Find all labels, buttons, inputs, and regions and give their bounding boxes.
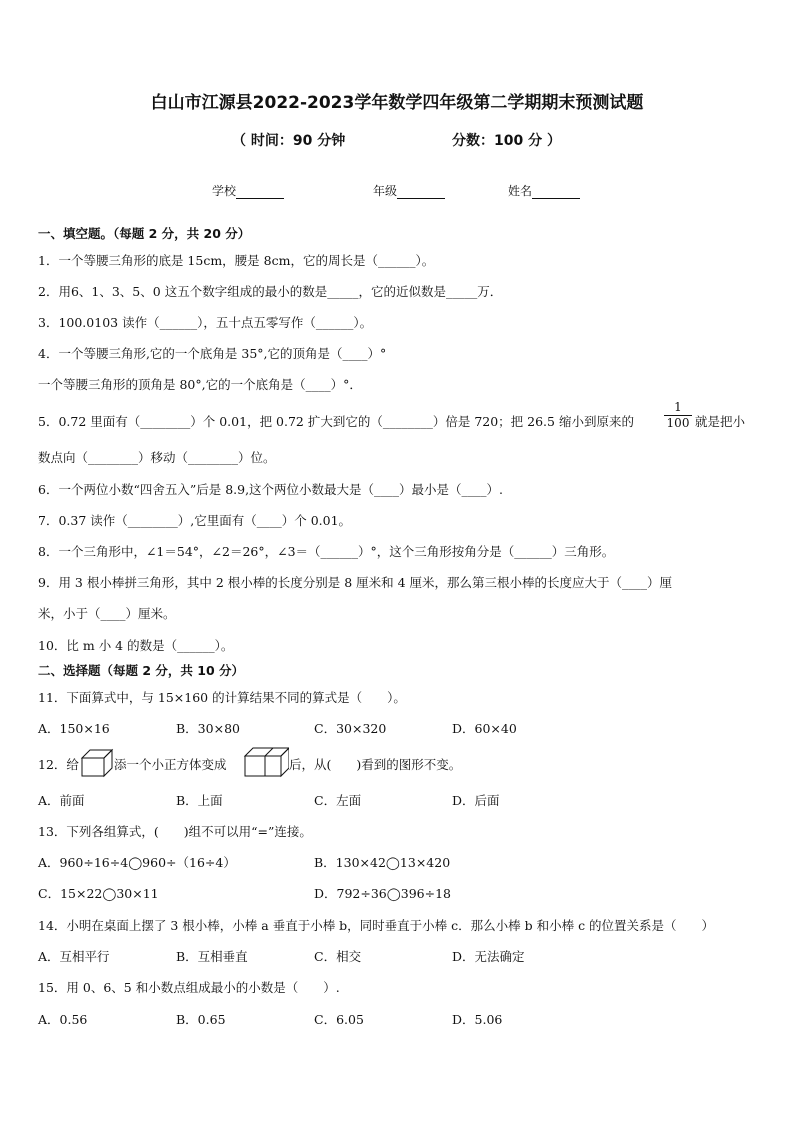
question-4a: 4．一个等腰三角形,它的一个底角是 35°,它的顶角是（____）° bbox=[38, 346, 387, 361]
question-5b: 数点向（________）移动（________）位。 bbox=[38, 450, 276, 465]
q14-option-b[interactable]: B．互相垂直 bbox=[176, 949, 248, 964]
q13-option-b[interactable]: B．130×42◯13×420 bbox=[314, 855, 451, 870]
grade-blank[interactable] bbox=[397, 186, 445, 199]
question-10: 10．比 m 小 4 的数是（______）。 bbox=[38, 638, 234, 653]
single-cube-icon bbox=[80, 748, 114, 778]
question-12-mid: 添一个小正方体变成 bbox=[114, 757, 227, 772]
fraction-denominator: 100 bbox=[666, 416, 690, 430]
school-field bbox=[212, 182, 284, 199]
school-blank[interactable] bbox=[236, 186, 284, 199]
q15-option-d[interactable]: D．5.06 bbox=[452, 1012, 503, 1027]
question-5a: 5．0.72 里面有（________）个 0.01，把 0.72 扩大到它的（________）倍是 720；把 26.5 缩小到原来的 bbox=[38, 414, 634, 429]
exam-score: 分数：100 分 ） bbox=[452, 133, 561, 149]
q11-option-d[interactable]: D．60×40 bbox=[452, 721, 517, 736]
q13-option-c[interactable]: C．15×22◯30×11 bbox=[38, 886, 159, 901]
q15-option-c[interactable]: C．6.05 bbox=[314, 1012, 364, 1027]
question-14: 14．小明在桌面上摆了 3 根小棒，小棒 a 垂直于小棒 b，同时垂直于小棒 c．那么小棒 b 和小棒 c 的位置关系是（ ） bbox=[38, 918, 715, 933]
q11-option-b[interactable]: B．30×80 bbox=[176, 721, 240, 736]
name-blank[interactable] bbox=[532, 186, 580, 199]
name-field bbox=[508, 182, 580, 199]
question-1: 1．一个等腰三角形的底是 15cm，腰是 8cm，它的周长是（______）。 bbox=[38, 253, 435, 268]
q12-option-c[interactable]: C．左面 bbox=[314, 793, 362, 808]
q15-option-b[interactable]: B．0.65 bbox=[176, 1012, 226, 1027]
question-8: 8．一个三角形中，∠1＝54°，∠2＝26°，∠3＝（______）°，这个三角形按角分是（______）三角形。 bbox=[38, 544, 615, 559]
section2-heading: 二、选择题（每题 2 分，共 10 分） bbox=[38, 663, 245, 678]
q13-option-a[interactable]: A．960÷16÷4◯960÷（16÷4） bbox=[38, 855, 236, 870]
q15-option-a[interactable]: A．0.56 bbox=[38, 1012, 88, 1027]
fraction-numerator: 1 bbox=[664, 400, 692, 416]
question-2: 2．用6、1、3、5、0 这五个数字组成的最小的数是_____，它的近似数是_____万． bbox=[38, 284, 503, 299]
name-label: 姓名 bbox=[508, 184, 533, 198]
q14-option-c[interactable]: C．相交 bbox=[314, 949, 362, 964]
question-13: 13．下列各组算式，( )组不可以用“=”连接。 bbox=[38, 824, 312, 839]
question-4b: 一个等腰三角形的顶角是 80°,它的一个底角是（____）°． bbox=[38, 377, 362, 392]
question-15: 15．用 0、6、5 和小数点组成最小的小数是（ ）. bbox=[38, 980, 340, 995]
school-label: 学校 bbox=[212, 184, 237, 198]
q11-option-c[interactable]: C．30×320 bbox=[314, 721, 387, 736]
question-5a-tail: 就是把小 bbox=[695, 414, 746, 429]
q14-option-a[interactable]: A．互相平行 bbox=[38, 949, 110, 964]
grade-field bbox=[373, 182, 445, 199]
section1-heading: 一、填空题。（每题 2 分，共 20 分） bbox=[38, 226, 251, 241]
question-12-suffix: 后，从( )看到的图形不变。 bbox=[289, 757, 462, 772]
question-3: 3．100.0103 读作（______），五十点五零写作（______）。 bbox=[38, 315, 373, 330]
q12-option-d[interactable]: D．后面 bbox=[452, 793, 500, 808]
question-7: 7．0.37 读作（________）,它里面有（____）个 0.01。 bbox=[38, 513, 352, 528]
question-6: 6．一个两位小数“四舍五入”后是 8.9,这个两位小数最大是（____）最小是（____）. bbox=[38, 482, 504, 497]
question-9b: 米，小于（____）厘米。 bbox=[38, 606, 176, 621]
exam-time: （ 时间：90 分钟 bbox=[232, 133, 346, 149]
q13-option-d[interactable]: D．792÷36◯396÷18 bbox=[314, 886, 451, 901]
q14-option-d[interactable]: D．无法确定 bbox=[452, 949, 525, 964]
exam-title: 白山市江源县2022-2023学年数学四年级第二学期期末预测试题 bbox=[150, 93, 644, 113]
q11-option-a[interactable]: A．150×16 bbox=[38, 721, 110, 736]
grade-label: 年级 bbox=[373, 184, 398, 198]
fraction bbox=[664, 400, 692, 431]
q12-option-b[interactable]: B．上面 bbox=[176, 793, 223, 808]
question-9a: 9．用 3 根小棒拼三角形，其中 2 根小棒的长度分别是 8 厘米和 4 厘米，那么第三根小棒的长度应大于（____）厘 bbox=[38, 575, 673, 590]
double-cube-icon bbox=[243, 746, 289, 778]
question-12-prefix: 12．给 bbox=[38, 757, 79, 772]
question-11: 11．下面算式中，与 15×160 的计算结果不同的算式是（ ）。 bbox=[38, 690, 406, 705]
q12-option-a[interactable]: A．前面 bbox=[38, 793, 85, 808]
